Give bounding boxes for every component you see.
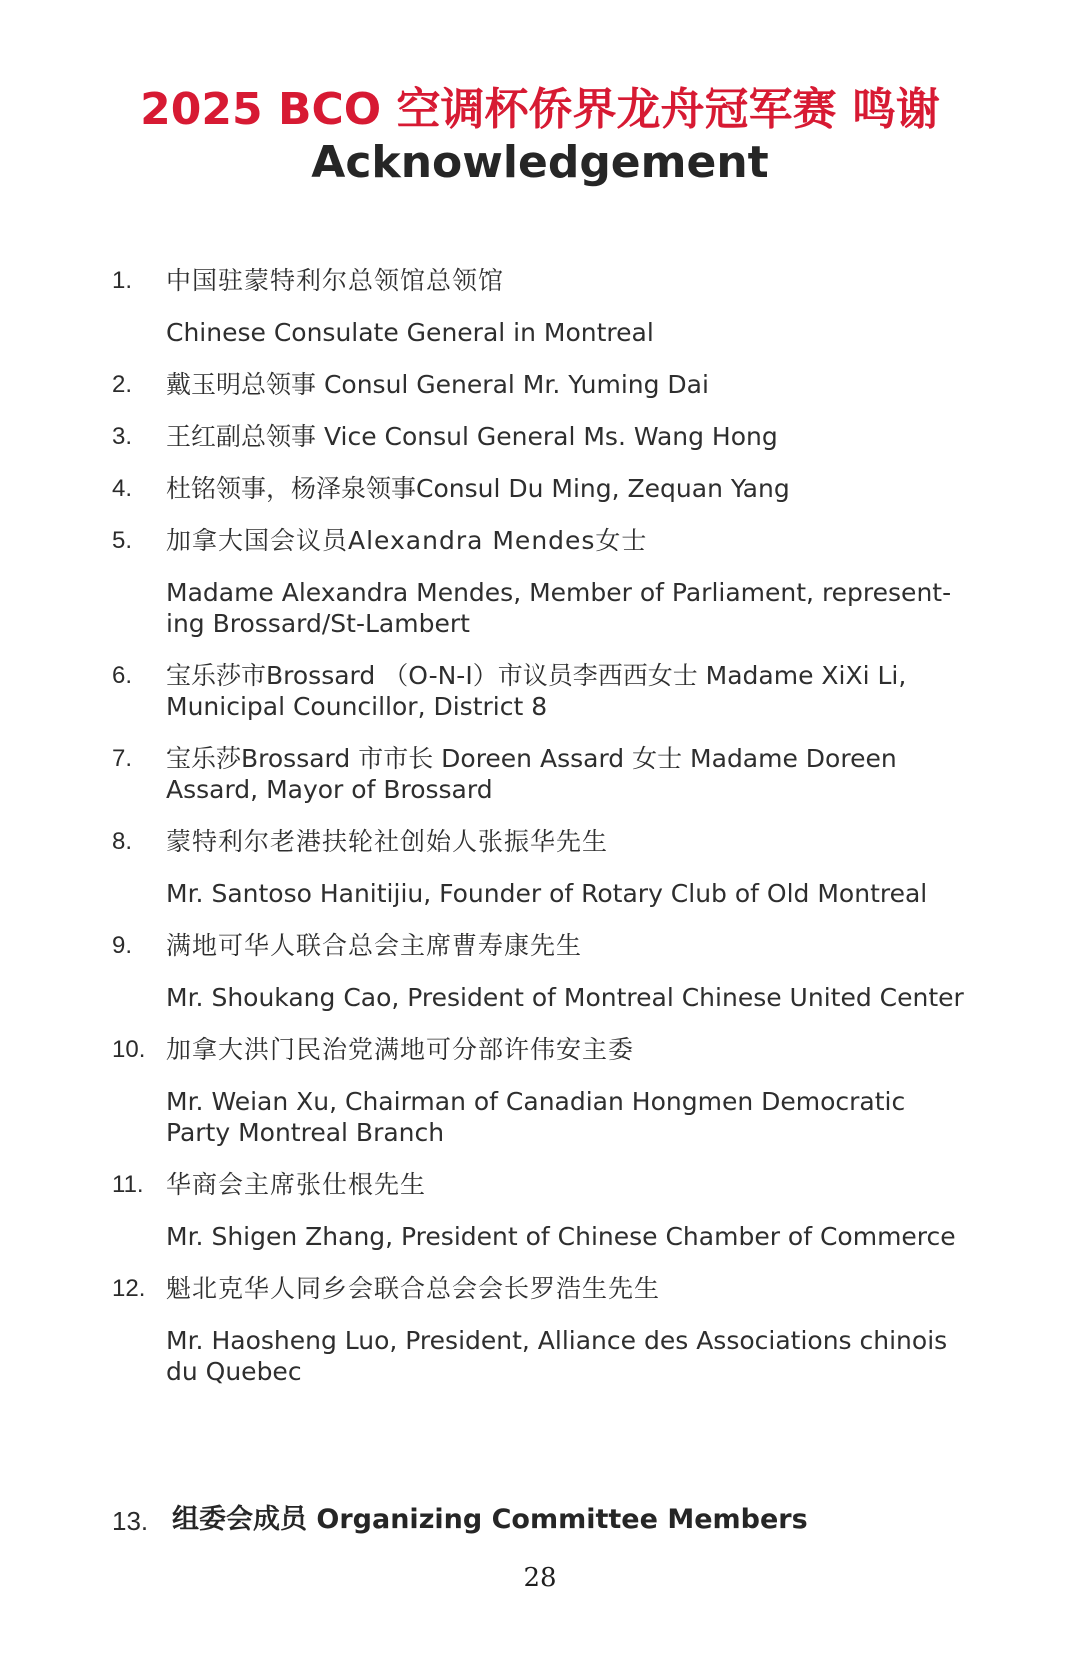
- list-item-7-line-1: 宝乐莎Brossard 市市长 Doreen Assard 女士 Madame Doreen: [166, 744, 897, 773]
- list-item-1-line-1: 中国驻蒙特利尔总领馆总领馆: [166, 266, 505, 295]
- list-item-10-line-1: 加拿大洪门民治党满地可分部许伟安主委: [166, 1035, 635, 1064]
- list-item-number-4: 4.: [112, 475, 133, 502]
- list-item-8-line-1: 蒙特利尔老港扶轮社创始人张振华先生: [166, 827, 609, 856]
- list-item-3-line-1: 王红副总领事 Vice Consul General Ms. Wang Hong: [166, 422, 778, 451]
- list-item-number-13: 13.: [112, 1506, 149, 1536]
- list-item-number-5: 5.: [112, 527, 133, 554]
- list-item-number-1: 1.: [112, 267, 133, 294]
- page-title-chinese: 2025 BCO 空调杯侨界龙舟冠军赛 鸣谢: [140, 84, 940, 135]
- list-item-8-line-2: Mr. Santoso Hanitijiu, Founder of Rotary Club of Old Montreal: [166, 879, 928, 908]
- list-item-number-10: 10.: [112, 1036, 146, 1063]
- list-item-1-line-2: Chinese Consulate General in Montreal: [166, 318, 654, 347]
- page-number: 28: [523, 1563, 557, 1593]
- list-item-6-line-2: Municipal Councillor, District 8: [166, 692, 548, 721]
- list-item-12-line-3: du Quebec: [166, 1357, 302, 1386]
- list-item-5-line-3: ing Brossard/St-Lambert: [166, 609, 470, 638]
- list-item-9-line-1: 满地可华人联合总会主席曹寿康先生: [166, 931, 583, 960]
- list-item-5-line-1: 加拿大国会议员Alexandra Mendes女士: [166, 526, 648, 555]
- list-item-number-7: 7.: [112, 745, 133, 772]
- list-item-2-line-1: 戴玉明总领事 Consul General Mr. Yuming Dai: [166, 370, 709, 399]
- list-item-9-line-2: Mr. Shoukang Cao, President of Montreal Chinese United Center: [166, 983, 964, 1012]
- list-item-number-2: 2.: [112, 371, 133, 398]
- list-item-number-3: 3.: [112, 423, 133, 450]
- list-item-5-line-2: Madame Alexandra Mendes, Member of Parliament, represent-: [166, 578, 952, 607]
- list-item-11-line-1: 华商会主席张仕根先生: [166, 1170, 427, 1199]
- list-item-number-8: 8.: [112, 828, 133, 855]
- list-item-6-line-1: 宝乐莎市Brossard （O-N-I）市议员李西西女士 Madame XiXi Li,: [166, 661, 907, 690]
- list-item-12-line-1: 魁北克华人同乡会联合总会会长罗浩生先生: [166, 1274, 661, 1303]
- list-item-4-line-1: 杜铭领事，杨泽泉领事Consul Du Ming, Zequan Yang: [166, 474, 790, 503]
- list-item-number-9: 9.: [112, 932, 133, 959]
- list-item-10-line-2: Mr. Weian Xu, Chairman of Canadian Hongmen Democratic: [166, 1087, 906, 1116]
- list-item-number-12: 12.: [112, 1275, 146, 1302]
- list-item-11-line-2: Mr. Shigen Zhang, President of Chinese Chamber of Commerce: [166, 1222, 956, 1251]
- organizing-committee-heading: 组委会成员 Organizing Committee Members: [172, 1504, 808, 1535]
- list-item-number-11: 11.: [112, 1171, 144, 1198]
- list-item-10-line-3: Party Montreal Branch: [166, 1118, 445, 1147]
- page-title-english: Acknowledgement: [311, 137, 769, 188]
- list-item-7-line-2: Assard, Mayor of Brossard: [166, 775, 493, 804]
- list-item-number-6: 6.: [112, 662, 133, 689]
- list-item-12-line-2: Mr. Haosheng Luo, President, Alliance des Associations chinois: [166, 1326, 948, 1355]
